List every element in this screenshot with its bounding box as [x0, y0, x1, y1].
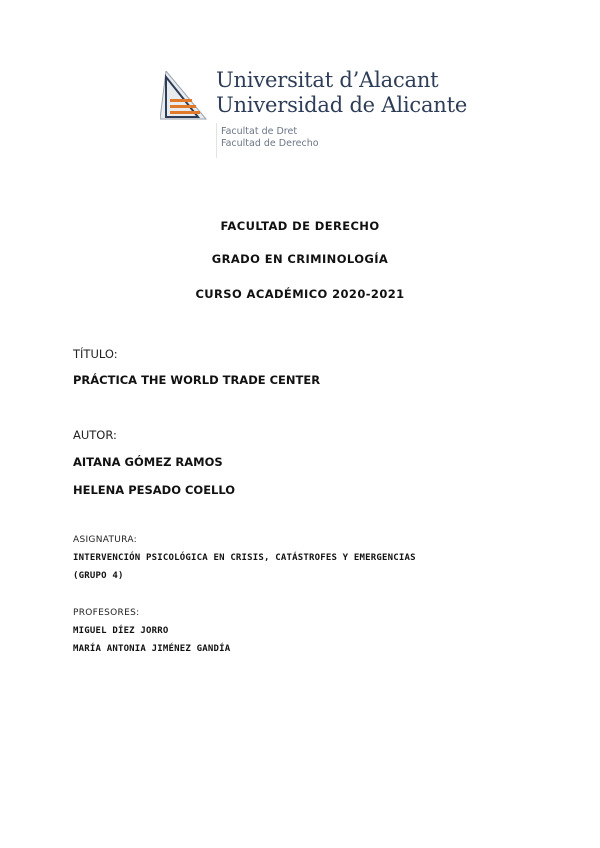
subject-label: ASIGNATURA: [73, 535, 137, 545]
university-emblem-icon [160, 71, 208, 123]
logo-faculty-valencian: Facultat de Dret [221, 126, 298, 137]
faculty-heading: FACULTAD DE DERECHO [220, 219, 380, 233]
professor-name-2: MARÍA ANTONIA JIMÉNEZ GANDÍA [73, 644, 231, 654]
author-name-1: AITANA GÓMEZ RAMOS [73, 455, 223, 469]
degree-heading: GRADO EN CRIMINOLOGÍA [211, 252, 389, 266]
academic-year-heading: CURSO ACADÉMICO 2020-2021 [195, 287, 405, 301]
subject-line-1: INTERVENCIÓN PSICOLÓGICA EN CRISIS, CATÁSTROFES Y EMERGENCIAS [73, 553, 416, 563]
subject-line-2: (GRUPO 4) [73, 571, 124, 581]
logo-name-valencian: Universitat d’Alacant [216, 68, 439, 92]
logo-name-spanish: Universidad de Alicante [216, 93, 468, 117]
author-name-2: HELENA PESADO COELLO [73, 483, 236, 497]
university-logo [160, 68, 468, 160]
logo-divider [216, 123, 217, 158]
title-label: TÍTULO: [73, 347, 118, 361]
author-label: AUTOR: [73, 428, 117, 442]
professor-name-1: MIGUEL DÍEZ JORRO [73, 626, 169, 636]
title-value: PRÁCTICA THE WORLD TRADE CENTER [73, 373, 321, 387]
professors-label: PROFESORES: [73, 608, 140, 618]
logo-faculty-spanish: Facultad de Derecho [221, 138, 319, 149]
